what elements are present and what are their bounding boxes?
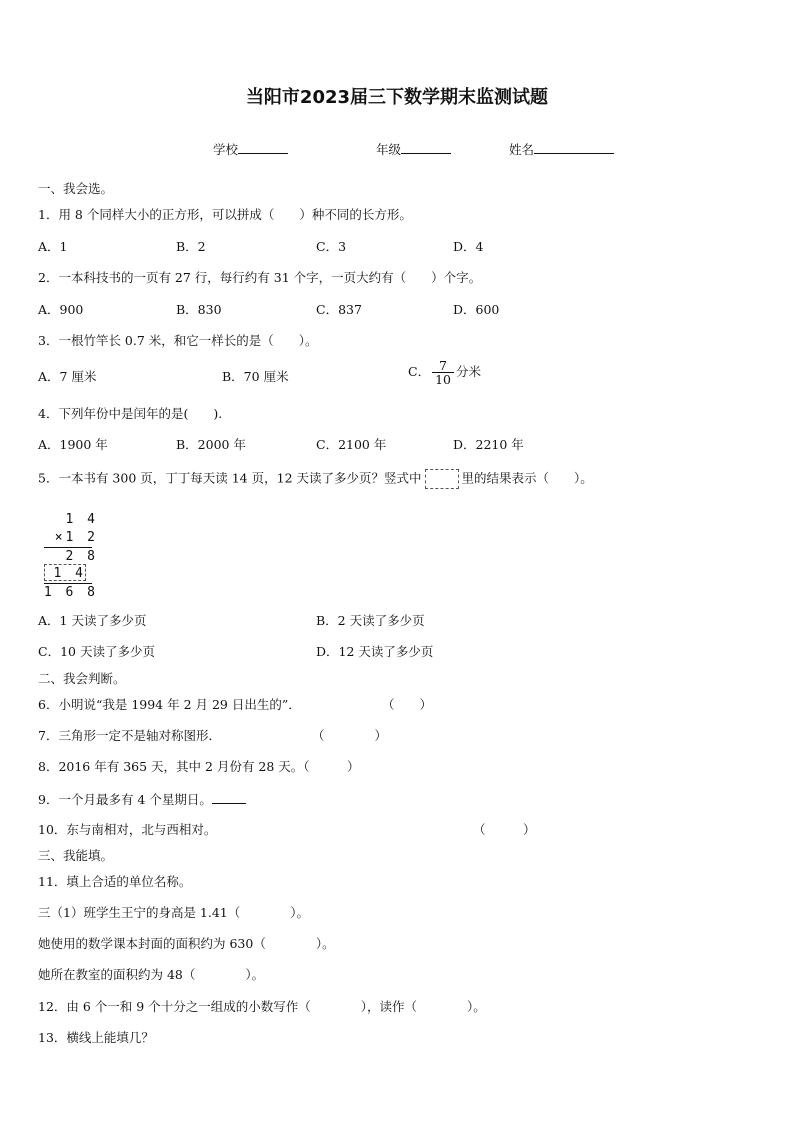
q2-option-a[interactable]: A．900 — [38, 302, 84, 317]
q4-option-c[interactable]: C．2100 年 — [316, 437, 387, 452]
name-label: 姓名 — [509, 142, 535, 157]
q3-option-a[interactable]: A．7 厘米 — [38, 369, 97, 384]
q5-stem-part-1: 5．一本书有 300 页，丁丁每天读 14 页，12 天读了多少页？竖式中 — [38, 470, 422, 486]
q2-stem: 2．一本科技书的一页有 27 行，每行约有 31 个字，一页大约有（ ）个字。 — [38, 270, 482, 285]
q10-answer-blank[interactable]: （ ） — [473, 822, 536, 837]
q7-answer-blank[interactable]: （ ） — [312, 728, 388, 743]
q6-answer-blank[interactable]: （ ） — [382, 697, 433, 712]
q5-option-d[interactable]: D．12 天读了多少页 — [316, 644, 434, 659]
q5-option-a[interactable]: A．1 天读了多少页 — [38, 613, 147, 628]
section-3-heading: 三、我能填。 — [38, 848, 114, 863]
q9-stem — [38, 793, 246, 807]
q2-option-b[interactable]: B．830 — [176, 302, 222, 317]
q2-option-c[interactable]: C．837 — [316, 302, 362, 317]
school-field[interactable] — [213, 143, 288, 157]
q3-option-c-unit: 分米 — [455, 364, 481, 380]
name-blank[interactable] — [534, 143, 614, 154]
q8-stem: 8．2016 年有 365 天，其中 2 月份有 28 天。（ ） — [38, 759, 360, 774]
fraction-numerator: 7 — [432, 359, 454, 373]
q4-option-d[interactable]: D．2210 年 — [453, 437, 524, 452]
q7-stem: 7．三角形一定不是轴对称图形． — [38, 728, 221, 743]
q11-line-2: 她使用的数学课本封面的面积约为 630（ ）。 — [38, 936, 335, 951]
q1-option-c[interactable]: C．3 — [316, 239, 347, 254]
q5-stem — [38, 469, 593, 489]
fraction — [432, 359, 454, 386]
q3-stem: 3．一根竹竿长 0.7 米，和它一样长的是（ ）。 — [38, 333, 318, 348]
q11-stem: 11．填上合适的单位名称。 — [38, 874, 192, 889]
calc-line-1 — [44, 547, 92, 548]
grade-field[interactable] — [376, 143, 451, 157]
dashed-box — [425, 469, 459, 489]
q3-option-c-prefix: C． — [408, 364, 431, 380]
school-label: 学校 — [213, 142, 239, 157]
q3-option-b[interactable]: B．70 厘米 — [222, 369, 289, 384]
calc-row-4: 1 4 — [53, 566, 86, 581]
section-2-heading: 二、我会判断。 — [38, 671, 126, 686]
q6-stem: 6．小明说“我是 1994 年 2 月 29 日出生的”． — [38, 697, 301, 712]
school-blank[interactable] — [238, 143, 288, 154]
fraction-denominator: 10 — [435, 372, 451, 388]
q9-answer-blank[interactable] — [212, 793, 246, 804]
q1-option-d[interactable]: D．4 — [453, 239, 484, 254]
q11-line-3: 她所在教室的面积约为 48（ ）。 — [38, 967, 265, 982]
page-title: 当阳市2023届三下数学期末监测试题 — [245, 87, 549, 108]
q2-option-d[interactable]: D．600 — [453, 302, 500, 317]
calc-row-5: 1 6 8 — [43, 585, 98, 600]
q9-text: 9．一个月最多有 4 个星期日。 — [38, 792, 212, 807]
q4-option-b[interactable]: B．2000 年 — [176, 437, 246, 452]
q4-stem: 4．下列年份中是闰年的是( ). — [38, 406, 223, 421]
grade-label: 年级 — [376, 142, 402, 157]
calc-line-2 — [44, 583, 92, 584]
calc-row-1: 1 4 — [65, 512, 98, 527]
q10-stem: 10．东与南相对，北与西相对。 — [38, 822, 217, 837]
name-field[interactable] — [509, 143, 614, 157]
q5-option-c[interactable]: C．10 天读了多少页 — [38, 644, 155, 659]
q1-stem: 1．用 8 个同样大小的正方形，可以拼成（ ）种不同的长方形。 — [38, 207, 412, 222]
q5-option-b[interactable]: B．2 天读了多少页 — [316, 613, 425, 628]
q1-option-a[interactable]: A．1 — [38, 239, 68, 254]
q3-option-c[interactable] — [408, 359, 481, 386]
q11-line-1: 三（1）班学生王宁的身高是 1.41（ ）。 — [38, 905, 310, 920]
q13-stem: 13．横线上能填几？ — [38, 1030, 154, 1045]
grade-blank[interactable] — [401, 143, 451, 154]
q12-stem: 12．由 6 个一和 9 个十分之一组成的小数写作（ ），读作（ ）。 — [38, 999, 486, 1014]
q4-option-a[interactable]: A．1900 年 — [38, 437, 108, 452]
calc-row-3: 2 8 — [65, 549, 98, 564]
calc-row-2: ×1 2 — [54, 530, 98, 545]
q1-option-b[interactable]: B．2 — [176, 239, 206, 254]
q5-stem-part-2: 里的结果表示（ ）。 — [461, 470, 593, 486]
section-1-heading: 一、我会选。 — [38, 181, 114, 196]
